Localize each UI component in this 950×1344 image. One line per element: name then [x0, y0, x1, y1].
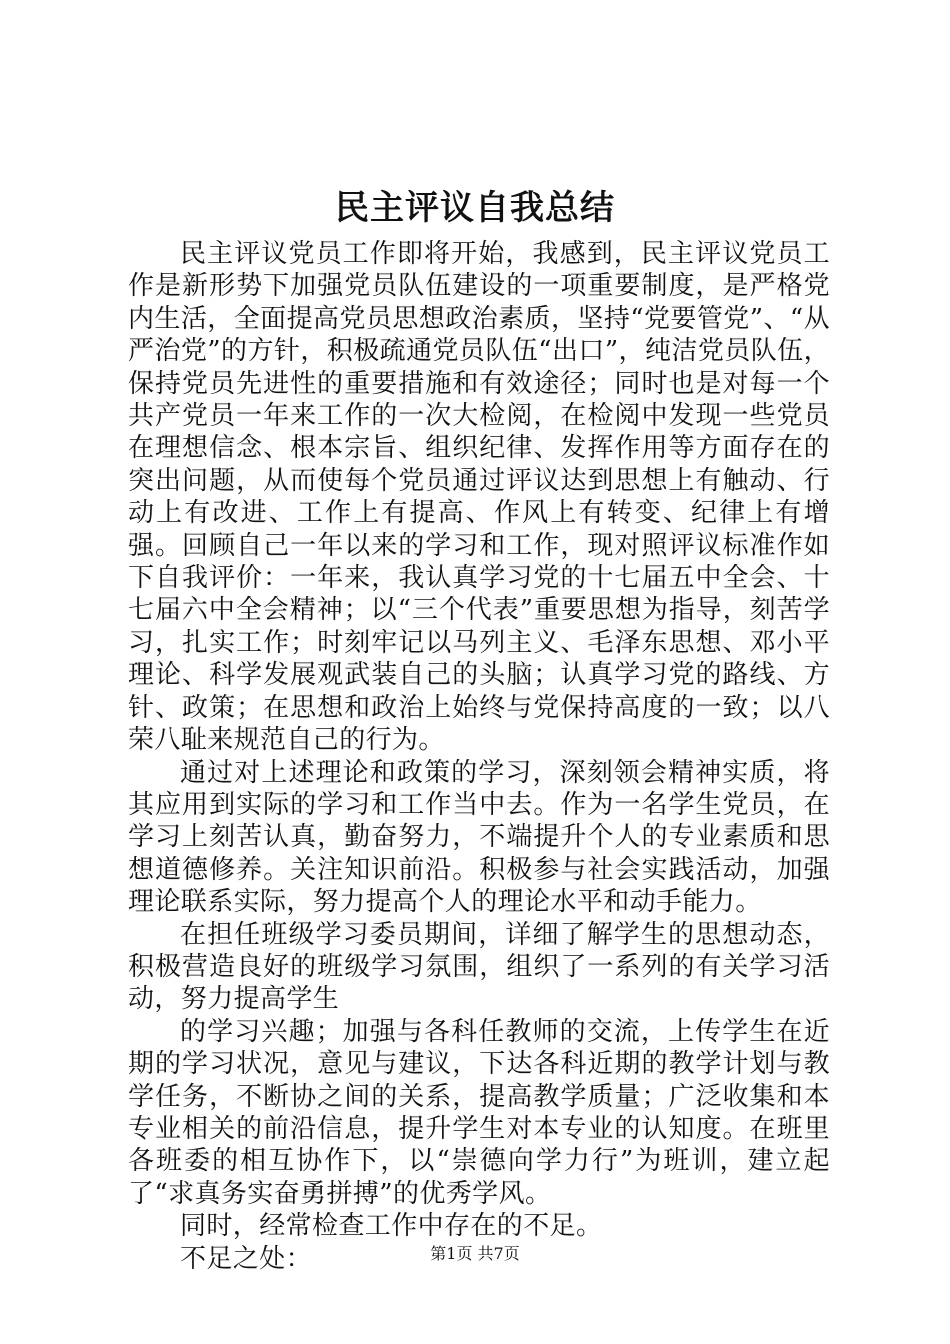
paragraph-4: 的学习兴趣；加强与各科任教师的交流，上传学生在近期的学习状况，意见与建议，下达各科近期的教学计划与教学任务，不断协之间的关系，提高教学质量；广泛收集和本专业相关的前沿信息，提升学生对本专业的认知度。在班里各班委的相互协作下，以“崇德向学力行”为班训，建立起了“求真务实奋勇拼搏”的优秀学风。	[128, 1016, 830, 1209]
paragraph-3: 在担任班级学习委员期间，详细了解学生的思想动态，积极营造良好的班级学习氛围，组织了一系列的有关学习活动，努力提高学生	[128, 919, 830, 1015]
document-title: 民主评议自我总结	[335, 188, 615, 228]
paragraph-1: 民主评议党员工作即将开始，我感到，民主评议党员工作是新形势下加强党员队伍建设的一项重要制度，是严格党内生活，全面提高党员思想政治素质，坚持“党要管党”、“从严治党”的方针，积极疏通党员队伍“出口”，纯洁党员队伍，保持党员先进性的重要措施和有效途径；同时也是对每一个共产党员一年来工作的一次大检阅，在检阅中发现一些党员在理想信念、根本宗旨、组织纪律、发挥作用等方面存在的突出问题，从而使每个党员通过评议达到思想上有触动、行动上有改进、工作上有提高、作风上有转变、纪律上有增强。回顾自己一年以来的学习和工作，现对照评议标准作如下自我评价：一年来，我认真学习党的十七届五中全会、十七届六中全会精神；以“三个代表”重要思想为指导，刻苦学习，扎实工作；时刻牢记以马列主义、毛泽东思想、邓小平理论、科学发展观武装自己的头脑；认真学习党的路线、方针、政策；在思想和政治上始终与党保持高度的一致；以八荣八耻来规范自己的行为。	[128, 239, 830, 756]
document-body	[128, 238, 830, 1275]
page-indicator: 第1页 共7页	[430, 1244, 520, 1263]
paragraph-2: 通过对上述理论和政策的学习，深刻领会精神实质，将其应用到实际的学习和工作当中去。作为一名学生党员，在学习上刻苦认真，勤奋努力，不端提升个人的专业素质和思想道德修养。关注知识前沿。积极参与社会实践活动，加强理论联系实际，努力提高个人的理论水平和动手能力。	[128, 757, 830, 918]
page-footer	[0, 1244, 950, 1264]
paragraph-6: 不足之处：	[180, 1243, 313, 1274]
paragraph-5: 同时，经常检查工作中存在的不足。	[180, 1211, 603, 1242]
